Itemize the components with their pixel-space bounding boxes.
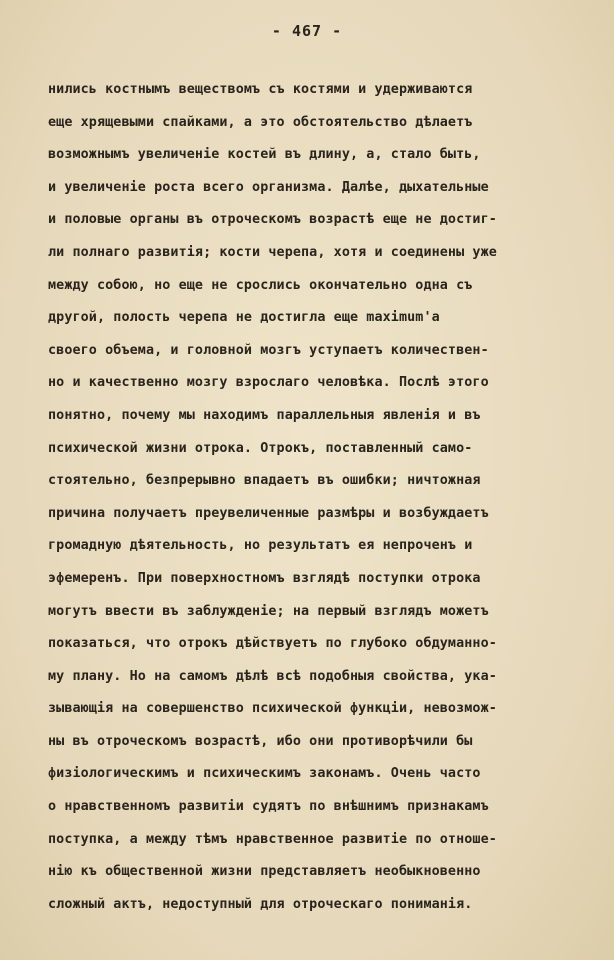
text-line: между собою, но еще не срослись окончательно одна съ <box>48 277 473 293</box>
text-line: о нравственномъ развитiи судятъ по внѣшнимъ признакамъ <box>48 799 489 815</box>
text-line: но и качественно мозгу взрослаго человѣка. Послѣ этого <box>48 375 489 391</box>
text-line: нились костнымъ веществомъ съ костями и удерживаются <box>48 82 473 97</box>
text-line: сложный актъ, недоступный для отроческаго пониманiя. <box>48 896 473 912</box>
text-line: зывающiя на совершенство психической функцiи, невозмож- <box>48 701 497 717</box>
text-line: возможнымъ увеличенiе костей въ длину, а, стало быть, <box>48 147 481 163</box>
text-line: своего объема, и головной мозгъ уступаетъ количествен- <box>48 342 489 358</box>
text-line: ны въ отроческомъ возрастѣ, ибо они противорѣчили бы <box>48 733 473 749</box>
text-line: психической жизни отрока. Отрокъ, поставленный само- <box>48 440 473 456</box>
text-line: поступка, а между тѣмъ нравственное развитiе по отноше- <box>48 831 497 847</box>
text-line: могутъ ввести въ заблужденiе; на первый взглядъ можетъ <box>48 603 489 619</box>
text-line: стоятельно, безпрерывно впадаетъ въ ошибки; ничтожная <box>48 473 481 489</box>
text-line: причина получаетъ преувеличенные размѣры и возбуждаетъ <box>48 505 489 521</box>
text-line: физiологическимъ и психическимъ законамъ. Очень часто <box>48 766 481 782</box>
text-line: ли полнаго развитiя; кости черепа, хотя и соединены уже <box>48 244 497 260</box>
text-line: нiю къ общественной жизни представляетъ необыкновенно <box>48 864 481 880</box>
text-line: му плану. Но на самомъ дѣлѣ всѣ подобныя свойства, ука- <box>48 668 497 684</box>
text-line: и увеличенiе роста всего организма. Далѣе, дыхательные <box>48 179 489 195</box>
text-line: показаться, что отрокъ дѣйствуетъ по глубоко обдуманно- <box>48 636 497 652</box>
page-number: - 467 - <box>271 22 343 40</box>
text-line: еще хрящевыми спайками, а это обстоятельство дѣлаетъ <box>48 114 473 130</box>
text-line: и половые органы въ отроческомъ возрастѣ еще не достиг- <box>48 212 497 228</box>
text-line: понятно, почему мы находимъ параллельныя явленiя и въ <box>48 407 481 423</box>
text-line: эфемеренъ. При поверхностномъ взглядѣ поступки отрока <box>48 570 481 586</box>
text-line: другой, полость черепа не достигла еще maximum'а <box>48 310 440 326</box>
text-line: громадную дѣятельность, но результатъ ея непроченъ и <box>48 538 473 554</box>
body-text <box>48 74 594 921</box>
